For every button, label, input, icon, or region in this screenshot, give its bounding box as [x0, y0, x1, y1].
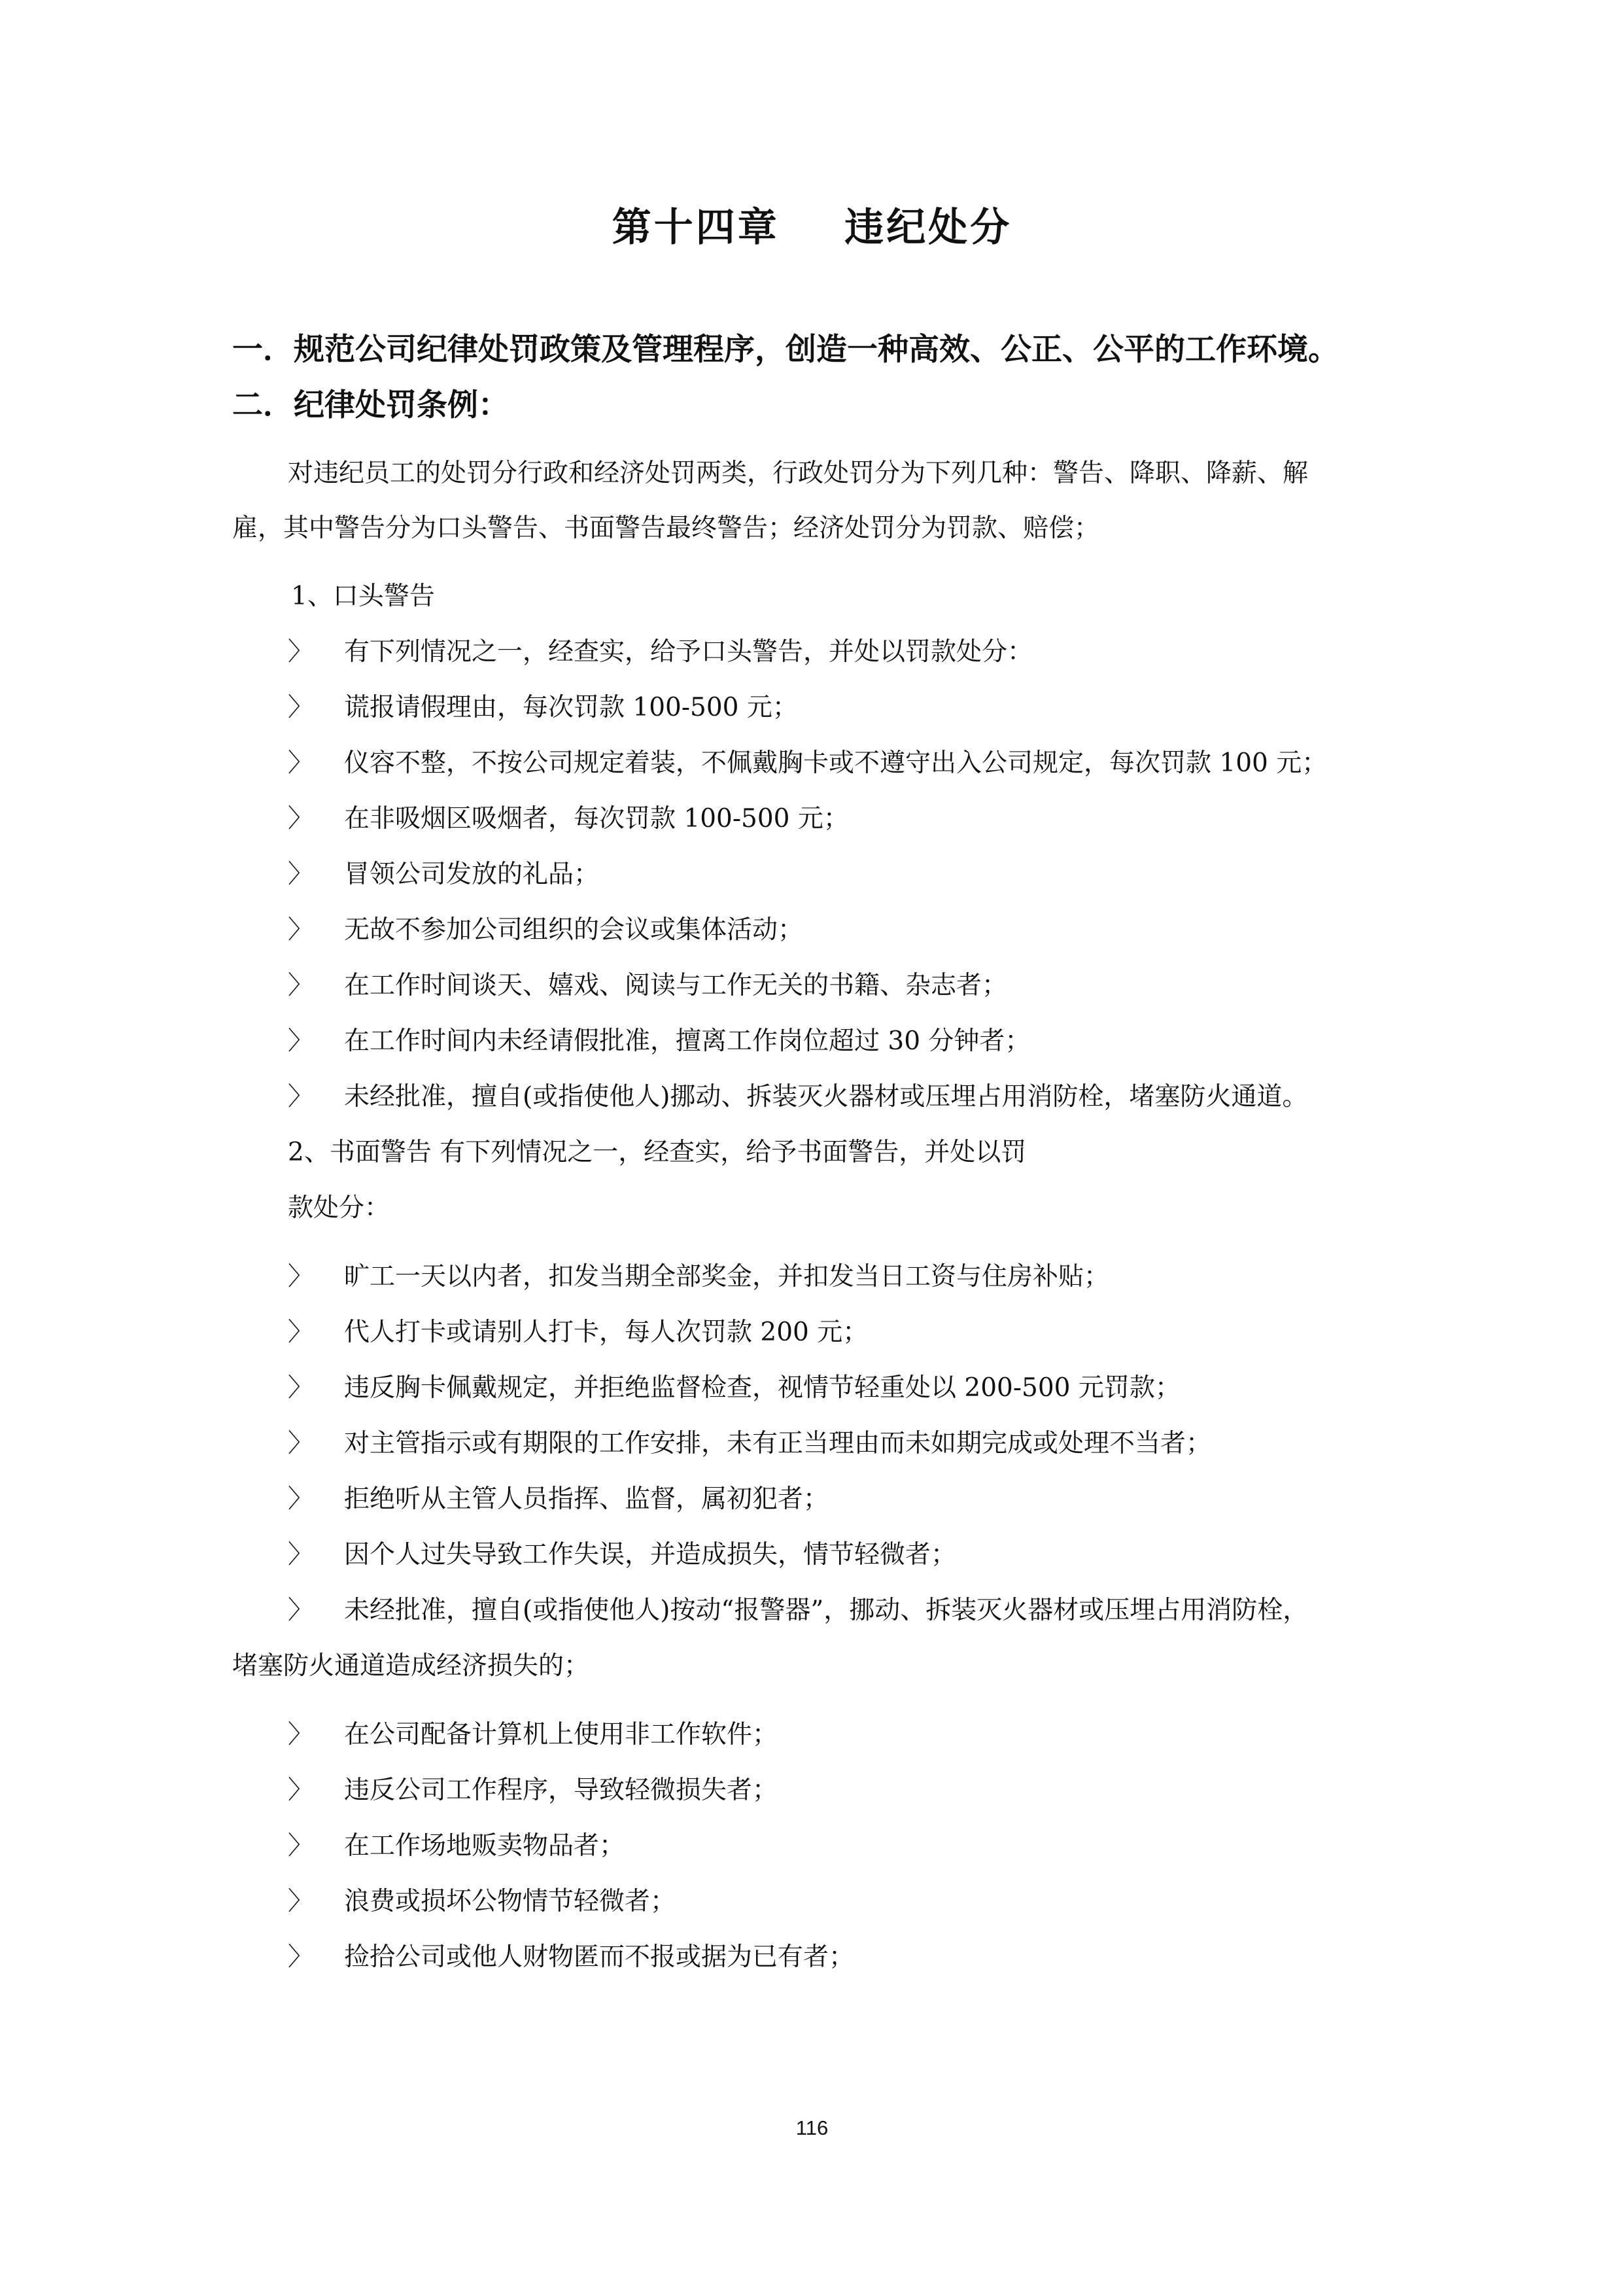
list-item: 〉 在工作时间谈天、嬉戏、阅读与工作无关的书籍、杂志者；	[288, 965, 1007, 1002]
bullet-marker: 〉	[288, 748, 314, 778]
list-item: 〉 代人打卡或请别人打卡，每人次罚款 200 元；	[288, 1312, 868, 1348]
bullet-marker: 〉	[288, 860, 314, 889]
bullet-marker: 〉	[288, 1776, 314, 1805]
list-item: 〉 无故不参加公司组织的会议或集体活动；	[288, 909, 803, 946]
bullet-marker: 〉	[288, 1429, 314, 1458]
bullet-marker: 〉	[288, 693, 314, 722]
bullet-marker: 〉	[288, 1720, 314, 1749]
bullet-marker: 〉	[288, 1318, 314, 1347]
list-item: 〉 在工作场地贩卖物品者；	[288, 1825, 625, 1862]
list-item: 〉 有下列情况之一，经查实，给予口头警告，并处以罚款处分：	[288, 631, 1033, 668]
written-warning-heading: 2、书面警告 有下列情况之一，经查实，给予书面警告，并处以罚	[288, 1138, 1027, 1167]
bullet-marker: 〉	[288, 1373, 314, 1403]
bullet-marker: 〉	[288, 1831, 314, 1861]
list-item: 〉 未经批准，擅自(或指使他人)挪动、拆装灭火器材或压埋占用消防栓，堵塞防火通道。	[288, 1076, 1307, 1113]
bullet-marker: 〉	[288, 637, 314, 667]
list-item: 〉 未经批准，擅自(或指使他人)按动“报警器”，挪动、拆装灭火器材或压埋占用消防栓，	[288, 1590, 1308, 1626]
list-item: 〉 冒领公司发放的礼品；	[288, 854, 599, 890]
intro-paragraph-line-1: 对违纪员工的处罚分行政和经济处罚两类，行政处罚分为下列几种：警告、降职、降薪、解	[288, 459, 1309, 488]
bullet-marker: 〉	[288, 1082, 314, 1112]
bullet-marker: 〉	[288, 1887, 314, 1916]
section-heading-2: 二．纪律处罚条例：	[232, 387, 509, 423]
chapter-title: 第十四章 违纪处分	[612, 205, 1012, 251]
list-item: 〉 违反公司工作程序，导致轻微损失者；	[288, 1770, 778, 1806]
intro-paragraph-line-2: 雇，其中警告分为口头警告、书面警告最终警告；经济处罚分为罚款、赔偿；	[232, 514, 1100, 543]
list-item: 〉 因个人过失导致工作失误，并造成损失，情节轻微者；	[288, 1534, 956, 1571]
bullet-marker: 〉	[288, 971, 314, 1000]
bullet-marker: 〉	[288, 1026, 314, 1056]
written-warning-heading-cont: 款处分：	[288, 1193, 390, 1223]
list-item: 〉 在工作时间内未经请假批准，擅离工作岗位超过 30 分钟者；	[288, 1021, 1030, 1057]
bullet-marker: 〉	[288, 1540, 314, 1569]
list-item: 〉 在公司配备计算机上使用非工作软件；	[288, 1714, 778, 1751]
list-item: 〉 谎报请假理由，每次罚款 100-500 元；	[288, 687, 798, 724]
bullet-marker: 〉	[288, 1484, 314, 1514]
list-item: 〉 在非吸烟区吸烟者，每次罚款 100-500 元；	[288, 798, 849, 835]
list-item: 〉 仪容不整，不按公司规定着装，不佩戴胸卡或不遵守出入公司规定，每次罚款 100 元；	[288, 743, 1327, 779]
bullet-marker: 〉	[288, 915, 314, 945]
list-item-continuation: 堵塞防火通道造成经济损失的；	[232, 1651, 590, 1681]
list-item: 〉 浪费或损坏公物情节轻微者；	[288, 1881, 676, 1918]
section-heading-1: 一．规范公司纪律处罚政策及管理程序，创造一种高效、公正、公平的工作环境。	[232, 332, 1339, 368]
bullet-marker: 〉	[288, 1596, 314, 1625]
list-item: 〉 捡拾公司或他人财物匿而不报或据为已有者；	[288, 1936, 854, 1973]
page-number: 116	[795, 2116, 829, 2139]
bullet-marker: 〉	[288, 1942, 314, 1972]
list-item: 〉 拒绝听从主管人员指挥、监督，属初犯者；	[288, 1479, 829, 1515]
list-item: 〉 旷工一天以内者，扣发当期全部奖金，并扣发当日工资与住房补贴；	[288, 1256, 1109, 1293]
list-item: 〉 对主管指示或有期限的工作安排，未有正当理由而未如期完成或处理不当者；	[288, 1423, 1211, 1460]
list-item: 〉 违反胸卡佩戴规定，并拒绝监督检查，视情节轻重处以 200-500 元罚款；	[288, 1367, 1181, 1404]
bullet-marker: 〉	[288, 1262, 314, 1291]
verbal-warning-heading: 1、口头警告	[291, 582, 435, 611]
bullet-marker: 〉	[288, 804, 314, 833]
